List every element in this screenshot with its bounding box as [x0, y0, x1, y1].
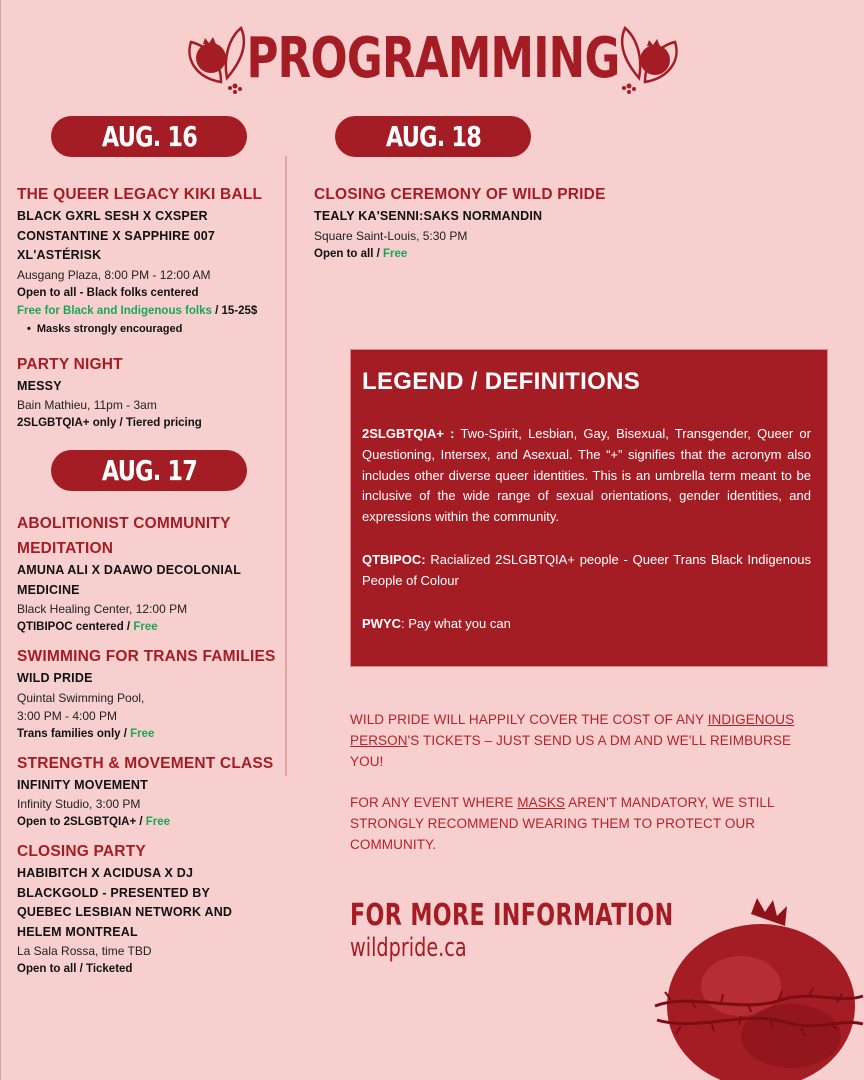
- date-aug16: AUG. 16: [51, 116, 247, 157]
- event-title: THE QUEER LEGACY KIKI BALL: [17, 186, 263, 203]
- event-strength-class: [17, 751, 285, 832]
- event-swimming: [17, 644, 285, 743]
- event-party-night: [17, 352, 285, 433]
- event-performer: HELEM MONTREAL: [17, 924, 138, 939]
- event-time: 3:00 PM - 4:00 PM: [17, 708, 118, 723]
- event-performer: WILD PRIDE: [17, 671, 93, 685]
- event-performer: INFINITY MOVEMENT: [17, 777, 148, 792]
- event-performer: MESSY: [17, 378, 62, 393]
- event-performer: BLACK GXRL SESH X CXSPER: [17, 209, 208, 223]
- event-title: STRENGTH & MOVEMENT CLASS: [17, 754, 274, 772]
- website-link[interactable]: wildpride.ca: [350, 933, 467, 963]
- event-title: CLOSING CEREMONY OF WILD PRIDE: [314, 186, 606, 203]
- free-label: Free: [133, 621, 158, 633]
- event-location: La Sala Rossa, time TBD: [17, 944, 152, 958]
- event-title: MEDITATION: [17, 540, 114, 557]
- event-closing-ceremony: [314, 182, 834, 263]
- event-access: Open to 2SLGBTQIA+ / Free: [17, 816, 171, 828]
- event-access: Open to all / Free: [314, 247, 408, 260]
- pomegranate-illustration: [651, 896, 864, 1080]
- legend-heading: LEGEND / DEFINITIONS: [362, 368, 641, 395]
- free-label: Free: [130, 727, 155, 740]
- aug18-events: [314, 182, 834, 263]
- free-label: Free: [145, 816, 171, 828]
- notice-indigenous-tickets: WILD PRIDE WILL HAPPILY COVER THE COST OF ANY INDIGENOUS PERSON'S TICKETS – JUST SEND US A DM AND WE'LL REIMBURSE YOU!: [350, 712, 795, 769]
- event-closing-party: [17, 839, 285, 978]
- pomegranate-icon: [613, 20, 689, 96]
- date-aug17: AUG. 17: [51, 450, 247, 491]
- event-location: Ausgang Plaza, 8:00 PM - 12:00 AM: [17, 267, 211, 282]
- aug16-events: [17, 182, 285, 432]
- aug17-events: [17, 511, 285, 978]
- event-access: 2SLGBTQIA+ only / Tiered pricing: [17, 417, 202, 429]
- free-label: Free for Black and Indigenous folks: [17, 304, 212, 317]
- event-access: Open to all / Ticketed: [17, 963, 133, 975]
- event-performer: MEDICINE: [17, 582, 80, 597]
- column-divider: [285, 156, 287, 776]
- event-kiki-ball: [17, 182, 285, 338]
- definition-qtbipoc: QTBIPOC: Racialized 2SLGBTQIA+ people - Queer Trans Black Indigenous People of Colour: [362, 551, 811, 588]
- event-performer: CONSTANTINE X SAPPHIRE 007: [17, 228, 216, 243]
- event-performer: XL'ASTÉRISK: [17, 248, 102, 262]
- event-access: Trans families only / Free: [17, 727, 155, 740]
- event-access: QTIBIPOC centered / Free: [17, 621, 158, 633]
- event-location: Bain Mathieu, 11pm - 3am: [17, 398, 157, 412]
- event-location: Infinity Studio, 3:00 PM: [17, 797, 141, 811]
- event-access: Open to all - Black folks centered: [17, 286, 199, 299]
- event-meditation: [17, 511, 285, 636]
- event-performer: AMUNA ALI X DAAWO DECOLONIAL: [17, 563, 242, 577]
- event-performer: BLACKGOLD - PRESENTED BY: [17, 885, 211, 900]
- event-title: CLOSING PARTY: [17, 843, 146, 860]
- event-bullet: • Masks strongly encouraged: [17, 320, 285, 338]
- date-aug18: AUG. 18: [335, 116, 531, 157]
- free-label: Free: [383, 247, 408, 260]
- page-title: PROGRAMMING: [246, 26, 620, 91]
- event-location: Quintal Swimming Pool,: [17, 690, 145, 705]
- event-pricing: Free for Black and Indigenous folks / 15-25$: [17, 304, 258, 317]
- notice-masks: FOR ANY EVENT WHERE MASKS AREN'T MANDATORY, WE STILL STRONGLY RECOMMEND WEARING THEM TO PROTECT OUR COMMUNITY.: [350, 795, 775, 852]
- event-performer: HABIBITCH X ACIDUSA X DJ: [17, 866, 194, 880]
- more-info-heading: FOR MORE INFORMATION: [350, 898, 674, 933]
- event-location: Black Healing Center, 12:00 PM: [17, 602, 188, 616]
- event-performer: TEALY KA'SENNI:SAKS NORMANDIN: [314, 209, 543, 223]
- event-title: SWIMMING FOR TRANS FAMILIES: [17, 648, 276, 665]
- event-location: Square Saint-Louis, 5:30 PM: [314, 228, 468, 243]
- event-performer: QUEBEC LESBIAN NETWORK AND: [17, 905, 233, 919]
- event-title: PARTY NIGHT: [17, 355, 123, 373]
- definition-pwyc: PWYC: Pay what you can: [362, 615, 511, 631]
- legend-box: [350, 349, 828, 667]
- definition-2slgbtqia: 2SLGBTQIA+ : Two-Spirit, Lesbian, Gay, Bisexual, Transgender, Queer or Questioning, Intersex, and Asexual. The “+” signifies that the acronym also includes other diverse queer identities. This is an umbrella term meant to be inclusive of the wide range of sexual orientations, gender identities, and expressions within the community.: [362, 426, 811, 525]
- event-title: ABOLITIONIST COMMUNITY: [17, 515, 231, 532]
